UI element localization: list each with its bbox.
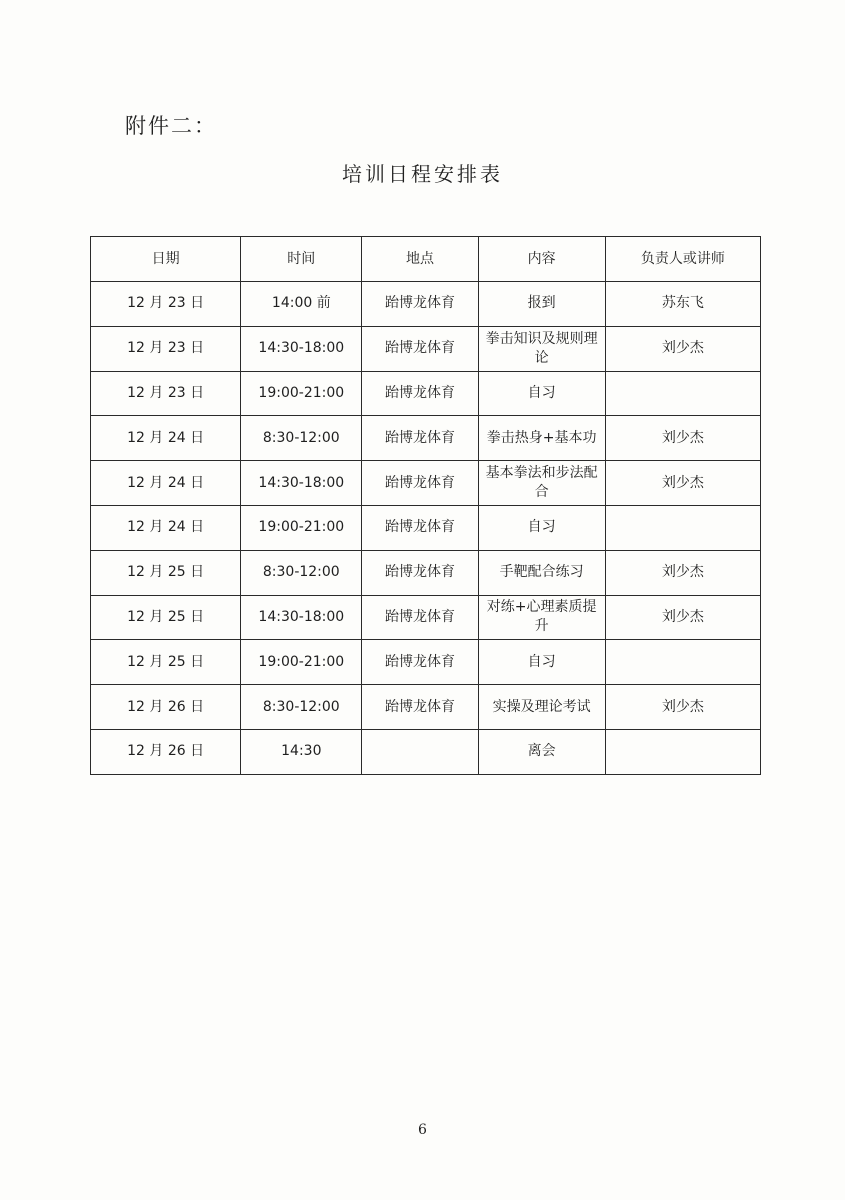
cell-content: 实操及理论考试 [478, 685, 605, 730]
cell-content: 手靶配合练习 [478, 550, 605, 595]
cell-date: 12 月 25 日 [91, 550, 241, 595]
cell-time: 8:30-12:00 [241, 416, 362, 461]
table-row [91, 729, 761, 774]
cell-date: 12 月 23 日 [91, 371, 241, 416]
cell-time: 19:00-21:00 [241, 505, 362, 550]
cell-person [605, 729, 760, 774]
table-row [91, 595, 761, 640]
cell-place: 跆博龙体育 [362, 640, 478, 685]
page-number: 6 [418, 1122, 427, 1138]
schedule-table [90, 236, 761, 775]
header-date: 日期 [91, 237, 241, 282]
cell-time: 19:00-21:00 [241, 640, 362, 685]
cell-place: 跆博龙体育 [362, 371, 478, 416]
cell-place: 跆博龙体育 [362, 505, 478, 550]
cell-date: 12 月 25 日 [91, 640, 241, 685]
cell-person: 刘少杰 [605, 326, 760, 371]
cell-content: 拳击知识及规则理论 [478, 326, 605, 371]
cell-time: 14:30-18:00 [241, 326, 362, 371]
table-row [91, 505, 761, 550]
header-person: 负责人或讲师 [605, 237, 760, 282]
cell-place: 跆博龙体育 [362, 550, 478, 595]
cell-person [605, 371, 760, 416]
cell-time: 14:00 前 [241, 282, 362, 327]
cell-person: 刘少杰 [605, 461, 760, 506]
header-content: 内容 [478, 237, 605, 282]
cell-date: 12 月 24 日 [91, 416, 241, 461]
cell-content: 报到 [478, 282, 605, 327]
cell-person [605, 505, 760, 550]
cell-person: 刘少杰 [605, 416, 760, 461]
cell-date: 12 月 26 日 [91, 729, 241, 774]
cell-place: 跆博龙体育 [362, 326, 478, 371]
cell-person: 刘少杰 [605, 685, 760, 730]
cell-place [362, 729, 478, 774]
cell-time: 14:30 [241, 729, 362, 774]
cell-date: 12 月 23 日 [91, 326, 241, 371]
header-place: 地点 [362, 237, 478, 282]
cell-time: 14:30-18:00 [241, 461, 362, 506]
cell-place: 跆博龙体育 [362, 282, 478, 327]
cell-place: 跆博龙体育 [362, 416, 478, 461]
cell-time: 14:30-18:00 [241, 595, 362, 640]
table-row [91, 371, 761, 416]
cell-date: 12 月 24 日 [91, 461, 241, 506]
table-row [91, 416, 761, 461]
table-row [91, 550, 761, 595]
cell-date: 12 月 26 日 [91, 685, 241, 730]
header-time: 时间 [241, 237, 362, 282]
cell-time: 8:30-12:00 [241, 685, 362, 730]
cell-content: 基本拳法和步法配合 [478, 461, 605, 506]
cell-content: 离会 [478, 729, 605, 774]
cell-content: 自习 [478, 505, 605, 550]
table-row [91, 640, 761, 685]
cell-place: 跆博龙体育 [362, 595, 478, 640]
cell-content: 自习 [478, 640, 605, 685]
cell-time: 19:00-21:00 [241, 371, 362, 416]
cell-date: 12 月 23 日 [91, 282, 241, 327]
cell-time: 8:30-12:00 [241, 550, 362, 595]
cell-person: 刘少杰 [605, 595, 760, 640]
cell-person [605, 640, 760, 685]
cell-place: 跆博龙体育 [362, 461, 478, 506]
cell-place: 跆博龙体育 [362, 685, 478, 730]
table-row [91, 461, 761, 506]
cell-date: 12 月 25 日 [91, 595, 241, 640]
page-title: 培训日程安排表 [342, 162, 503, 186]
cell-content: 自习 [478, 371, 605, 416]
table-header-row [91, 237, 761, 282]
table-row [91, 326, 761, 371]
cell-person: 苏东飞 [605, 282, 760, 327]
cell-content: 对练+心理素质提升 [478, 595, 605, 640]
attachment-label: 附件二： [125, 114, 217, 138]
cell-date: 12 月 24 日 [91, 505, 241, 550]
cell-content: 拳击热身+基本功 [478, 416, 605, 461]
cell-person: 刘少杰 [605, 550, 760, 595]
table-row [91, 282, 761, 327]
table-row [91, 685, 761, 730]
